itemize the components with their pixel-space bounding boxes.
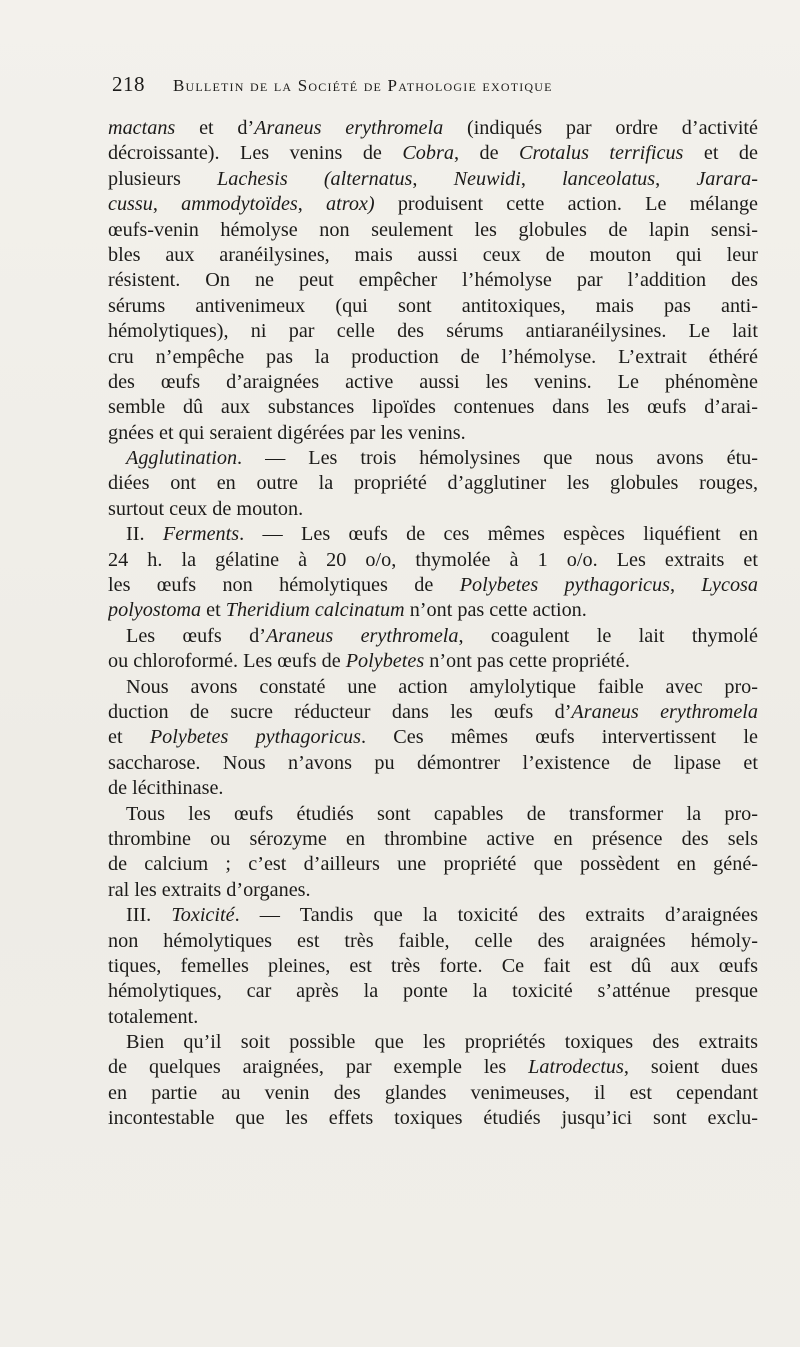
- text-segment: ou chloroformé. Les œufs de: [108, 650, 346, 673]
- text-segment: , de: [453, 142, 519, 165]
- text-line: [108, 802, 758, 827]
- italic-text: Lycosa: [701, 574, 758, 597]
- text-segment: n’ont pas cette propriété.: [424, 650, 630, 673]
- italic-text: Polybetes pythagoricus: [459, 574, 670, 597]
- text-segment: décroissante). Les venins de: [108, 142, 403, 165]
- body-text: [108, 116, 758, 1132]
- page-header: [112, 72, 672, 97]
- italic-text: Latrodectus: [528, 1056, 624, 1079]
- text-line: [108, 1081, 758, 1106]
- text-line: [108, 522, 758, 547]
- text-segment: de quelques araignées, par exemple les: [108, 1056, 529, 1079]
- text-segment: . — Les œufs de ces mêmes espèces liquéfient en: [239, 523, 758, 546]
- text-line: [108, 954, 758, 979]
- text-segment: les œufs non hémolytiques de: [108, 574, 460, 597]
- italic-text: Neuwidi: [453, 167, 521, 190]
- text-segment: produisent cette action. Le mélange: [374, 193, 758, 216]
- text-segment: ,: [655, 167, 697, 190]
- italic-text: Theridium calcinatum: [225, 599, 405, 622]
- text-line: [108, 649, 758, 674]
- text-line: [108, 573, 758, 598]
- text-segment: de lécithinase.: [108, 777, 224, 800]
- text-segment: et de: [683, 142, 758, 165]
- text-line: [108, 319, 758, 344]
- running-head: Bulletin de la Société de Pathologie exotique: [173, 76, 553, 95]
- text-segment: en partie au venin des glandes venimeuses, il est cependant: [108, 1081, 758, 1104]
- italic-text: mactans: [108, 117, 176, 139]
- text-segment: totalement.: [108, 1005, 199, 1028]
- italic-text: Agglutination: [126, 447, 238, 470]
- text-segment: ral les extraits d’organes.: [108, 878, 311, 901]
- text-line: [108, 1005, 758, 1030]
- text-segment: surtout ceux de mouton.: [108, 497, 304, 520]
- italic-text: Araneus erythromela: [571, 700, 758, 723]
- text-segment: , coagulent le lait thymolé: [458, 624, 758, 647]
- italic-text: atrox): [326, 193, 375, 216]
- text-segment: gnées et qui seraient digérées par les venins.: [108, 421, 466, 444]
- text-line: [108, 929, 758, 954]
- text-line: [108, 1030, 758, 1055]
- text-segment: . Ces mêmes œufs intervertissent le: [361, 726, 758, 749]
- text-segment: ,: [412, 167, 454, 190]
- text-line: [108, 827, 758, 852]
- text-line: [108, 497, 758, 522]
- italic-text: lanceolatus: [562, 167, 656, 190]
- italic-text: Ferments: [162, 523, 240, 546]
- text-segment: thrombine ou sérozyme en thrombine active en présence des sels: [108, 827, 758, 850]
- text-segment: diées ont en outre la propriété d’agglutiner les globules rouges,: [108, 472, 758, 495]
- text-line: [108, 395, 758, 420]
- text-segment: œufs-venin hémolyse non seulement les globules de lapin sensi-: [108, 218, 758, 241]
- text-segment: III.: [126, 904, 172, 927]
- text-line: [108, 852, 758, 877]
- text-segment: II.: [126, 523, 163, 546]
- italic-text: Araneus erythromela: [254, 117, 444, 139]
- text-line: [108, 751, 758, 776]
- text-segment: 24 h. la gélatine à 20 o/o, thymolée à 1 o/o. Les extraits et: [108, 548, 758, 571]
- text-segment: duction de sucre réducteur dans les œufs d’: [108, 700, 572, 723]
- text-segment: et: [108, 726, 150, 749]
- text-line: [108, 598, 758, 623]
- italic-text: cussu: [108, 193, 153, 216]
- text-segment: (indiqués par ordre d’activité: [443, 117, 758, 139]
- text-line: [108, 1055, 758, 1080]
- italic-text: Araneus erythromela: [265, 624, 459, 647]
- text-line: [108, 370, 758, 395]
- text-line: [108, 192, 758, 217]
- text-line: [108, 116, 758, 141]
- text-line: [108, 776, 758, 801]
- text-segment: Bien qu’il soit possible que les propriétés toxiques des extraits: [126, 1031, 758, 1054]
- text-line: [108, 1106, 758, 1131]
- text-segment: saccharose. Nous n’avons pu démontrer l’existence de lipase et: [108, 751, 758, 774]
- text-segment: et: [201, 599, 226, 622]
- text-line: [108, 675, 758, 700]
- text-line: [108, 243, 758, 268]
- text-segment: . — Les trois hémolysines que nous avons étu-: [237, 447, 758, 470]
- text-segment: . — Tandis que la toxicité des extraits d’araignées: [234, 904, 758, 927]
- italic-text: Crotalus terrificus: [519, 142, 684, 165]
- text-line: [108, 218, 758, 243]
- italic-text: Polybetes: [345, 650, 425, 673]
- text-line: [108, 548, 758, 573]
- text-segment: hémolytiques), ni par celle des sérums antiaranéilysines. Le lait: [108, 320, 758, 343]
- text-segment: hémolytiques, car après la ponte la toxicité s’atténue presque: [108, 980, 758, 1003]
- text-segment: plusieurs: [108, 167, 218, 190]
- italic-text: ammodytoïdes: [181, 193, 298, 216]
- text-segment: ,: [669, 574, 702, 597]
- italic-text: Polybetes pythagoricus: [149, 726, 361, 749]
- text-segment: Les œufs d’: [126, 624, 266, 647]
- italic-text: Cobra: [402, 142, 454, 165]
- text-segment: n’ont pas cette action.: [404, 599, 587, 622]
- text-segment: Nous avons constaté une action amylolytique faible avec pro-: [126, 675, 758, 698]
- text-segment: sérums antivenimeux (qui sont antitoxiques, mais pas anti-: [108, 294, 758, 317]
- text-segment: résistent. On ne peut empêcher l’hémolyse par l’addition des: [108, 269, 758, 292]
- text-line: [108, 624, 758, 649]
- italic-text: polyostoma: [108, 599, 202, 622]
- page-number: 218: [112, 72, 145, 96]
- text-segment: des œufs d’araignées active aussi les venins. Le phénomène: [108, 370, 758, 393]
- text-line: [108, 979, 758, 1004]
- text-line: [108, 268, 758, 293]
- text-line: [108, 878, 758, 903]
- text-segment: Tous les œufs étudiés sont capables de transformer la pro-: [126, 802, 758, 825]
- text-segment: ,: [520, 167, 563, 190]
- text-line: [108, 725, 758, 750]
- text-segment: bles aux aranéilysines, mais aussi ceux de mouton qui leur: [108, 243, 758, 266]
- text-line: [108, 903, 758, 928]
- text-line: [108, 446, 758, 471]
- text-segment: de calcium ; c’est d’ailleurs une propriété que possèdent en géné-: [108, 853, 758, 876]
- text-line: [108, 421, 758, 446]
- text-line: [108, 141, 758, 166]
- text-line: [108, 471, 758, 496]
- italic-text: Lachesis (alternatus: [217, 167, 413, 190]
- text-segment: ,: [152, 193, 182, 216]
- text-line: [108, 294, 758, 319]
- italic-text: Toxicité: [171, 904, 235, 927]
- text-line: [108, 167, 758, 192]
- italic-text: Jarara-: [696, 167, 758, 190]
- text-line: [108, 345, 758, 370]
- text-segment: incontestable que les effets toxiques étudiés jusqu’ici sont exclu-: [108, 1107, 758, 1130]
- text-segment: tiques, femelles pleines, est très forte. Ce fait est dû aux œufs: [108, 954, 758, 977]
- text-segment: non hémolytiques est très faible, celle des araignées hémoly-: [108, 929, 758, 952]
- text-segment: semble dû aux substances lipoïdes contenues dans les œufs d’arai-: [108, 396, 758, 419]
- text-line: [108, 700, 758, 725]
- text-segment: ,: [297, 193, 327, 216]
- text-segment: et d’: [175, 117, 255, 139]
- text-segment: cru n’empêche pas la production de l’hémolyse. L’extrait éthéré: [108, 345, 758, 368]
- text-segment: , soient dues: [623, 1056, 758, 1079]
